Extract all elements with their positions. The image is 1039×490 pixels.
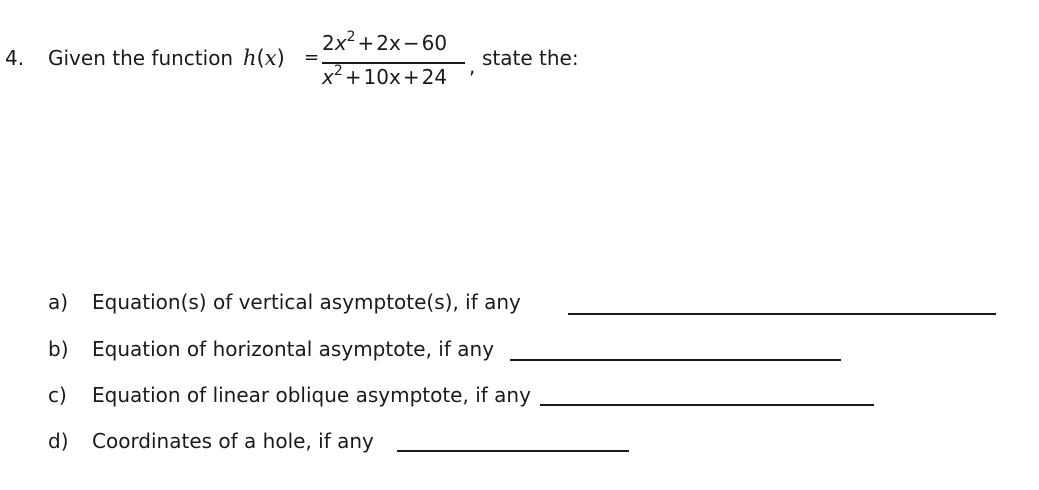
function-notation [243, 46, 285, 70]
part-b-answer-line[interactable] [510, 359, 841, 361]
numerator-const: 60 [421, 31, 448, 55]
numerator-term2: 2x [376, 31, 401, 55]
part-d-letter: d) [48, 429, 69, 453]
part-a-letter: a) [48, 290, 69, 314]
comma: , [469, 54, 476, 78]
part-b-letter: b) [48, 337, 69, 361]
close-paren: ) [276, 46, 285, 70]
denominator-exponent: 2 [333, 63, 343, 79]
part-a-answer-line[interactable] [568, 313, 996, 315]
numerator-plus: + [357, 31, 375, 55]
fraction-denominator [322, 65, 447, 89]
part-c-answer-line[interactable] [540, 404, 874, 406]
question-number: 4. [5, 46, 25, 70]
question-intro: Given the function [48, 46, 234, 70]
numerator-var: x [334, 31, 347, 55]
denominator-plus1: + [344, 65, 362, 89]
function-name: h [243, 46, 257, 70]
fraction-numerator [322, 31, 447, 55]
function-variable: x [264, 46, 277, 70]
fraction-bar [322, 62, 465, 64]
equals-sign: = [304, 47, 320, 68]
part-c-letter: c) [48, 383, 67, 407]
denominator-const: 24 [421, 65, 448, 89]
denominator-plus2: + [402, 65, 420, 89]
part-d-text: Coordinates of a hole, if any [92, 429, 374, 453]
part-d-answer-line[interactable] [397, 450, 629, 452]
part-c-text: Equation of linear oblique asymptote, if any [92, 383, 531, 407]
numerator-minus: − [402, 31, 420, 55]
question-tail: state the: [482, 46, 579, 70]
denominator-var: x [322, 65, 334, 89]
part-a-text: Equation(s) of vertical asymptote(s), if any [92, 290, 521, 314]
part-b-text: Equation of horizontal asymptote, if any [92, 337, 495, 361]
numerator-coef: 2 [322, 31, 335, 55]
open-paren: ( [256, 46, 265, 70]
denominator-term2: 10x [363, 65, 401, 89]
numerator-exponent: 2 [346, 29, 356, 45]
